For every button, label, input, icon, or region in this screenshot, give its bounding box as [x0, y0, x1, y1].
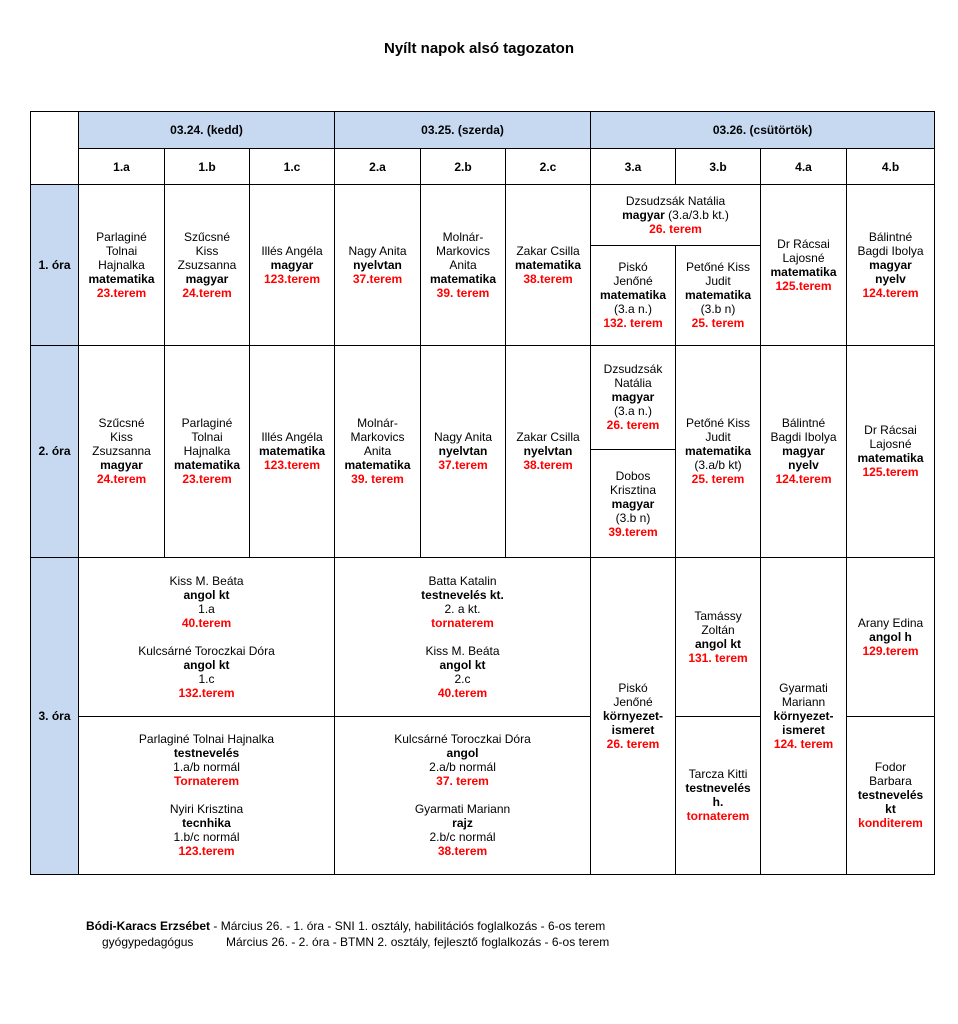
room: 125.terem: [775, 278, 832, 293]
room: 39.terem: [608, 524, 658, 539]
subject: tecnhika: [182, 816, 231, 831]
teacher-name: Zakar Csilla: [516, 243, 580, 258]
room: 39. terem: [351, 472, 404, 487]
teacher-name: Anita: [449, 257, 477, 272]
lesson-cell: [847, 185, 935, 345]
class-header: 2.a: [335, 149, 421, 185]
room: 131. terem: [688, 650, 748, 665]
class-header: 1.a: [79, 149, 165, 185]
subject: matematika: [344, 458, 411, 473]
room: 37.terem: [352, 271, 403, 286]
teacher-name: Nyiri Krisztina: [169, 802, 244, 817]
teacher-name: Molnár-: [442, 229, 484, 244]
subject: matematika: [429, 271, 497, 286]
room: 38.terem: [437, 844, 488, 859]
teacher-name: Judit: [705, 274, 731, 289]
lesson-cell: [506, 185, 591, 345]
teacher-name: Nagy Anita: [433, 430, 493, 445]
teacher-name: Tolnai: [105, 243, 138, 258]
teacher-name: Krisztina: [610, 482, 657, 497]
teacher-name: Tolnai: [191, 430, 223, 445]
teacher-name: Jenőné: [613, 274, 653, 289]
subject: magyar: [100, 458, 143, 473]
room: 129.terem: [862, 643, 919, 658]
class-header: 4.b: [847, 149, 935, 185]
subject: testnevelés: [173, 746, 240, 761]
teacher-name: Kulcsárné Toroczkai Dóra: [394, 732, 531, 747]
subject: angol: [446, 746, 479, 761]
period-label: 3. óra: [31, 558, 79, 875]
subject: angol h: [869, 629, 912, 644]
room: 23.terem: [182, 472, 232, 487]
footer-detail: Március 26. - 2. óra - BTMN 2. osztály, fejlesztő foglalkozás - 6-os terem: [226, 935, 610, 949]
room: 123.terem: [263, 271, 321, 286]
subject: magyar: [270, 257, 314, 272]
footer-detail: - Március 26. - 1. óra - SNI 1. osztály, habilitációs foglalkozás - 6-os terem: [210, 919, 606, 933]
day-header: 03.26. (csütörtök): [591, 112, 935, 149]
room: 40.terem: [181, 615, 232, 630]
subject: matematika: [857, 451, 924, 466]
group-note: 1.c: [198, 671, 215, 686]
lesson-cell: [591, 246, 676, 345]
teacher-name: Parlaginé Tolnai Hajnalka: [138, 732, 275, 747]
teacher-name: Dr Rácsai: [777, 236, 830, 251]
specialist-role: gyógypedagógus: [102, 935, 194, 949]
group-note: (3.b n): [700, 302, 736, 317]
subject: nyelv: [875, 271, 906, 286]
group-note: 1.a/b normál: [173, 760, 240, 775]
lesson-cell: [676, 345, 761, 558]
subject: angol kt: [183, 657, 230, 672]
room: 26. terem: [606, 737, 660, 752]
teacher-name: Jenőné: [613, 695, 653, 710]
class-header: 4.a: [761, 149, 847, 185]
teacher-name: Illés Angéla: [261, 243, 323, 258]
subject: magyar: [611, 496, 655, 511]
teacher-name: Zoltán: [701, 622, 735, 637]
subject: kt: [885, 802, 896, 817]
teacher-name: Kiss M. Beáta: [425, 643, 500, 658]
subject: matematika: [770, 264, 837, 279]
room: tornaterem: [431, 615, 494, 630]
teacher-name: Mariann: [781, 695, 826, 710]
class-header: 3.b: [676, 149, 761, 185]
lesson-cell: [79, 345, 165, 558]
subject: testnevelés kt.: [421, 587, 504, 602]
footer-notes: [86, 918, 609, 950]
room: 123.terem: [263, 458, 321, 473]
teacher-name: Dobos: [615, 468, 651, 483]
room: 26. terem: [606, 418, 660, 433]
lesson-cell: [421, 345, 506, 558]
subject: magyar: [185, 271, 229, 286]
teacher-name: Dzsudzsák Natália: [625, 194, 726, 209]
teacher-name: Lajosné: [869, 437, 912, 452]
room: 40.terem: [437, 685, 488, 700]
group-note: 1.b/c normál: [173, 830, 240, 845]
subject: ismeret: [611, 723, 655, 738]
subject: angol kt: [695, 636, 742, 651]
lesson-cell: [847, 558, 935, 716]
class-header: 1.c: [250, 149, 335, 185]
teacher-name: Piskó: [618, 260, 648, 275]
room: konditerem: [858, 816, 923, 831]
subject: környezet-: [773, 709, 834, 724]
room: 24.terem: [96, 472, 147, 487]
group-note: 1.a: [198, 601, 215, 616]
room: 132.terem: [178, 685, 235, 700]
teacher-name: Kiss M. Beáta: [169, 573, 244, 588]
teacher-name: Parlaginé: [181, 416, 233, 431]
lesson-cell: [79, 558, 335, 716]
room: 125.terem: [862, 465, 919, 480]
subject: nyelvtan: [353, 257, 402, 272]
teacher-name: Lajosné: [782, 250, 825, 265]
teacher-name: Fodor: [874, 760, 907, 775]
subject: matematika: [88, 271, 155, 286]
group-note: 2.b/c normál: [429, 830, 496, 845]
lesson-cell: [676, 716, 761, 874]
specialist-name: Bódi-Karacs Erzsébet: [86, 919, 211, 933]
period-label: 2. óra: [31, 345, 79, 558]
teacher-name: Markovics: [350, 430, 405, 445]
room: 123.terem: [178, 844, 235, 859]
lesson-cell: [761, 345, 847, 558]
group-note: (3.a n.): [614, 404, 653, 419]
teacher-name: Dzsudzsák: [603, 362, 663, 377]
subject: matematika: [514, 257, 582, 272]
room: 132. terem: [603, 316, 663, 331]
class-header: 2.b: [421, 149, 506, 185]
teacher-name: Parlaginé: [96, 229, 147, 244]
lesson-cell: [676, 246, 761, 345]
room: 124.terem: [862, 285, 919, 300]
teacher-name: Tamássy: [694, 608, 742, 623]
teacher-name: Tarcza Kitti: [688, 767, 748, 782]
room: 39. terem: [436, 285, 490, 300]
lesson-cell: [591, 449, 676, 557]
room: 37.terem: [438, 458, 488, 473]
teacher-name: Piskó: [618, 681, 648, 696]
teacher-name: Batta Katalin: [428, 573, 497, 588]
class-header: 2.c: [506, 149, 591, 185]
lesson-cell: [250, 345, 335, 558]
room: 38.terem: [523, 458, 573, 473]
room: 23.terem: [96, 285, 147, 300]
lesson-cell: [421, 185, 506, 345]
subject: matematika: [258, 444, 326, 459]
lesson-cell: [335, 345, 421, 558]
day-header: 03.24. (kedd): [79, 112, 335, 149]
lesson-cell: [335, 716, 591, 874]
teacher-name: Hajnalka: [98, 257, 145, 272]
teacher-name: Illés Angéla: [261, 430, 323, 445]
teacher-name: Anita: [363, 444, 392, 459]
lesson-cell: [335, 558, 591, 716]
lesson-cell: [335, 185, 421, 345]
room: tornaterem: [686, 809, 750, 824]
lesson-cell: [676, 558, 761, 716]
teacher-name: Gyarmati Mariann: [414, 802, 511, 817]
teacher-name: Dr Rácsai: [864, 423, 917, 438]
day-header: 03.25. (szerda): [335, 112, 591, 149]
subject: nyelvtan: [523, 444, 573, 459]
group-note: 2.c: [454, 671, 471, 686]
room: 37. terem: [436, 774, 489, 789]
lesson-cell: [761, 558, 847, 875]
teacher-name: Natália: [614, 376, 652, 391]
teacher-name: Markovics: [436, 243, 491, 258]
lesson-cell: [250, 185, 335, 345]
subject: angol kt: [439, 657, 486, 672]
subject: magyar: [869, 257, 912, 272]
group-note: (3.a n.): [614, 302, 653, 317]
teacher-name: Bálintné: [868, 229, 913, 244]
teacher-name: Zakar Csilla: [516, 430, 580, 445]
subject: testnevelés: [685, 781, 751, 796]
lesson-cell: [79, 716, 335, 874]
subject: matematika: [684, 444, 752, 459]
lesson-cell: [165, 345, 250, 558]
subject: környezet-: [603, 709, 664, 724]
lesson-cell: [847, 716, 935, 874]
lesson-cell: [591, 345, 676, 449]
teacher-name: Arany Edina: [857, 615, 924, 630]
class-header: 1.b: [165, 149, 250, 185]
room: 25. terem: [691, 472, 745, 487]
teacher-name: Bagdi Ibolya: [770, 430, 837, 445]
footer-line: [86, 918, 609, 934]
teacher-name: Szűcsné: [98, 416, 145, 431]
subject: rajz: [452, 816, 473, 831]
period-label: 1. óra: [31, 185, 79, 345]
group-note: 2.a/b normál: [429, 760, 496, 775]
room: 25. terem: [691, 316, 745, 331]
room: 26. terem: [649, 222, 702, 237]
lesson-cell: [847, 345, 935, 558]
lesson-cell: [591, 558, 676, 875]
room: 124.terem: [775, 472, 832, 487]
room: Tornaterem: [173, 774, 240, 789]
teacher-name: Kiss: [110, 430, 133, 445]
room: 38.terem: [523, 271, 573, 286]
footer-line: [86, 934, 609, 950]
subject: matematika: [599, 288, 667, 303]
subject: matematika: [173, 458, 241, 473]
schedule-table: [30, 111, 935, 875]
room: 124. terem: [773, 737, 834, 752]
teacher-name: Kiss: [195, 243, 219, 258]
subject: nyelv: [788, 458, 819, 473]
subject: matematika: [684, 288, 752, 303]
subject: angol kt: [183, 587, 230, 602]
group-note: 2. a kt.: [444, 601, 481, 616]
group-note: (3.a/3.b kt.): [664, 208, 729, 223]
teacher-name: Gyarmati: [779, 681, 828, 696]
teacher-name: Barbara: [869, 774, 912, 789]
teacher-name: Zsuzsanna: [92, 444, 151, 459]
teacher-name: Nagy Anita: [348, 243, 407, 258]
subject: magyar: [611, 390, 655, 405]
lesson-cell: [761, 185, 847, 345]
lesson-cell: [506, 345, 591, 558]
teacher-name: Zsuzsanna: [177, 257, 237, 272]
subject: h.: [712, 795, 724, 810]
lesson-cell: [79, 185, 165, 345]
teacher-name: Kulcsárné Toroczkai Dóra: [138, 643, 275, 658]
teacher-name: Bagdi Ibolya: [857, 243, 924, 258]
page-title: Nyílt napok alsó tagozaton: [383, 40, 575, 57]
corner-cell: [31, 112, 79, 185]
lesson-cell: [165, 185, 250, 345]
teacher-name: Petőné Kiss: [685, 260, 751, 275]
subject: magyar: [622, 208, 665, 223]
lesson-cell: [591, 185, 761, 246]
room: 24.terem: [182, 285, 232, 300]
teacher-name: Hajnalka: [183, 444, 231, 459]
subject: ismeret: [782, 723, 825, 738]
teacher-name: Judit: [705, 430, 731, 445]
subject: magyar: [782, 444, 825, 459]
class-header: 3.a: [591, 149, 676, 185]
subject: testnevelés: [857, 788, 924, 803]
group-note: (3.a/b kt): [694, 458, 742, 473]
group-note: (3.b n): [615, 510, 651, 525]
teacher-name: Szűcsné: [183, 229, 231, 244]
teacher-name: Molnár-: [357, 416, 398, 431]
teacher-name: Petőné Kiss: [685, 416, 751, 431]
subject: nyelvtan: [438, 444, 488, 459]
teacher-name: Bálintné: [781, 416, 826, 431]
